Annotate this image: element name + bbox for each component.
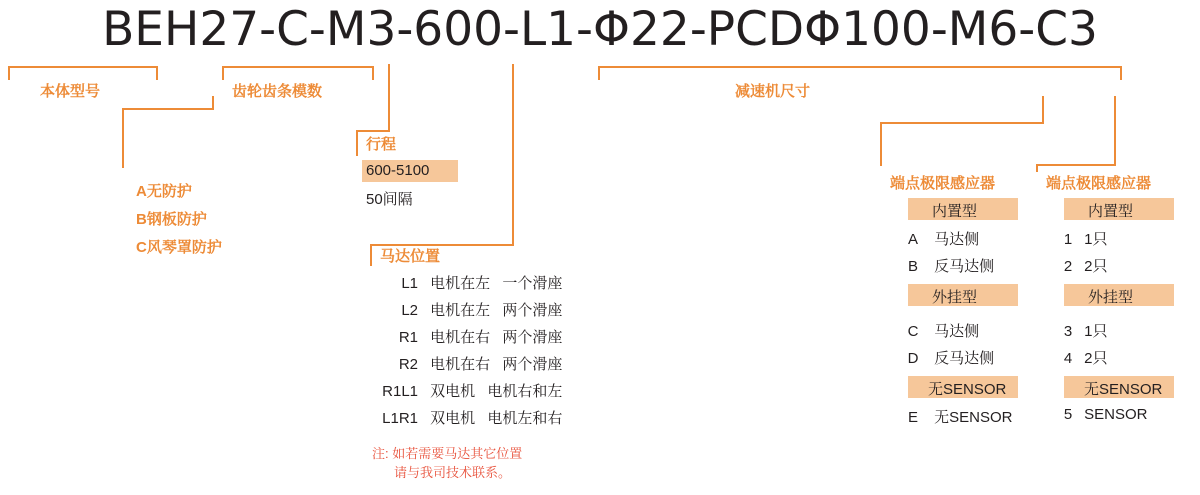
sensor-left-text-c: 马达侧 xyxy=(934,323,980,340)
sensor-right-key-3: 3 xyxy=(1063,323,1073,340)
protection-row-b xyxy=(136,208,207,229)
sensor-left-text-a: 马达侧 xyxy=(934,231,980,248)
label-gear-rack-module: 齿轮齿条模数 xyxy=(232,83,323,100)
bracket-reducer-top xyxy=(598,66,1122,68)
protection-row-c xyxy=(136,236,222,257)
motor-desc-5: 双电机 xyxy=(430,383,476,400)
connector-sensor-right-horizontal xyxy=(1036,164,1116,166)
sensor-left-text-d: 反马达侧 xyxy=(934,350,995,367)
sensor-left-key-e: E xyxy=(907,409,918,426)
sensor-right-key-2: 2 xyxy=(1063,258,1073,275)
stroke-title: 行程 xyxy=(366,136,397,153)
motor-note-line2: 请与我司技术联系。 xyxy=(394,465,512,480)
motor-extra-1: 一个滑座 xyxy=(502,275,563,292)
sensor-left-text-e: 无SENSOR xyxy=(934,409,1013,426)
connector-motor-vertical xyxy=(512,64,514,246)
motor-note-line1: 注: 如若需要马达其它位置 xyxy=(372,446,523,461)
motor-key-4: R2 xyxy=(398,356,418,373)
sensor-left-group3: 无SENSOR xyxy=(928,381,1007,398)
sensor-left-row-b xyxy=(896,255,994,276)
motor-desc-3: 电机在右 xyxy=(430,329,491,346)
sensor-left-text-b: 反马达侧 xyxy=(934,258,995,275)
sensor-left-row-a xyxy=(896,228,979,249)
sensor-right-row-2 xyxy=(1056,255,1108,276)
sensor-right-key-4: 4 xyxy=(1063,350,1073,367)
bracket-body-model-top xyxy=(8,66,158,68)
sensor-left-key-c: C xyxy=(907,323,919,340)
protection-text-c: 风琴罩防护 xyxy=(146,239,222,256)
connector-sensor-left-horizontal xyxy=(880,122,1044,124)
bracket-gear-top xyxy=(222,66,374,68)
sensor-left-row-d xyxy=(896,347,994,368)
motor-row-5 xyxy=(372,380,562,401)
bracket-reducer-left xyxy=(598,66,600,80)
sensor-right-row-1 xyxy=(1056,228,1108,249)
sensor-right-key-1: 1 xyxy=(1063,231,1073,248)
stroke-range: 600-5100 xyxy=(366,162,430,179)
bracket-reducer-right xyxy=(1120,66,1122,80)
motor-key-2: L2 xyxy=(401,302,418,319)
connector-sensor-right-down xyxy=(1036,164,1038,172)
sensor-left-row-c xyxy=(896,320,979,341)
sensor-right-row-5 xyxy=(1056,406,1148,423)
connector-sensor-right-up xyxy=(1114,96,1116,166)
motor-desc-1: 电机在左 xyxy=(430,275,491,292)
connector-protection-up xyxy=(212,96,214,108)
motor-row-4 xyxy=(372,353,562,374)
sensor-right-text-3: 1只 xyxy=(1084,323,1108,340)
connector-sensor-left-up xyxy=(1042,96,1044,124)
motor-key-5: R1L1 xyxy=(382,383,418,400)
motor-extra-6: 电机左和右 xyxy=(487,410,563,427)
sensor-left-key-a: A xyxy=(907,231,918,248)
stroke-interval: 50间隔 xyxy=(366,191,413,208)
motor-key-3: R1 xyxy=(398,329,418,346)
motor-desc-6: 双电机 xyxy=(430,410,476,427)
sensor-right-text-5: SENSOR xyxy=(1084,406,1148,423)
sensor-right-group1: 内置型 xyxy=(1088,203,1134,220)
sensor-right-text-1: 1只 xyxy=(1084,231,1108,248)
connector-motor-down xyxy=(370,244,372,266)
sensor-right-key-5: 5 xyxy=(1063,406,1073,423)
sensor-right-row-3 xyxy=(1056,320,1108,341)
sensor-left-key-d: D xyxy=(907,350,919,367)
motor-extra-4: 两个滑座 xyxy=(502,356,563,373)
protection-text-b: 钢板防护 xyxy=(146,211,207,228)
sensor-right-group3: 无SENSOR xyxy=(1084,381,1163,398)
sensor-left-title: 端点极限感应器 xyxy=(890,175,996,192)
motor-row-2 xyxy=(372,299,562,320)
sensor-left-row-e xyxy=(896,406,1013,427)
motor-key-6: L1R1 xyxy=(382,410,418,427)
bracket-body-model-left xyxy=(8,66,10,80)
motor-key-1: L1 xyxy=(401,275,418,292)
connector-stroke-down xyxy=(356,130,358,156)
label-body-model: 本体型号 xyxy=(40,83,101,100)
sensor-left-key-b: B xyxy=(907,258,918,275)
protection-key-b: B xyxy=(136,211,147,228)
part-number-code: BEH27-C-M3-600-L1-Φ22-PCDΦ100-M6-C3 xyxy=(102,2,1098,57)
sensor-right-row-4 xyxy=(1056,347,1108,368)
sensor-right-text-2: 2只 xyxy=(1084,258,1108,275)
motor-position-title: 马达位置 xyxy=(380,248,441,265)
motor-row-3 xyxy=(372,326,562,347)
sensor-left-group1: 内置型 xyxy=(932,203,978,220)
bracket-gear-right xyxy=(372,66,374,80)
motor-row-6 xyxy=(372,407,562,428)
motor-desc-2: 电机在左 xyxy=(430,302,491,319)
sensor-right-title: 端点极限感应器 xyxy=(1046,175,1152,192)
sensor-right-text-4: 2只 xyxy=(1084,350,1108,367)
motor-row-1 xyxy=(372,272,562,293)
sensor-left-group2: 外挂型 xyxy=(932,289,978,306)
motor-extra-3: 两个滑座 xyxy=(502,329,563,346)
label-reducer-size: 减速机尺寸 xyxy=(735,83,811,100)
connector-sensor-left-down xyxy=(880,122,882,166)
protection-key-c: C xyxy=(136,239,147,256)
protection-key-a: A xyxy=(136,183,147,200)
motor-extra-2: 两个滑座 xyxy=(502,302,563,319)
bracket-body-model-right xyxy=(156,66,158,80)
motor-desc-4: 电机在右 xyxy=(430,356,491,373)
connector-protection-vertical xyxy=(122,108,124,168)
connector-stroke-vertical xyxy=(388,64,390,132)
bracket-gear-left xyxy=(222,66,224,80)
protection-row-a xyxy=(136,180,192,201)
sensor-right-group2: 外挂型 xyxy=(1088,289,1134,306)
connector-stroke-horizontal xyxy=(356,130,390,132)
motor-extra-5: 电机右和左 xyxy=(487,383,563,400)
protection-text-a: 无防护 xyxy=(146,183,192,200)
connector-protection-horizontal xyxy=(122,108,214,110)
